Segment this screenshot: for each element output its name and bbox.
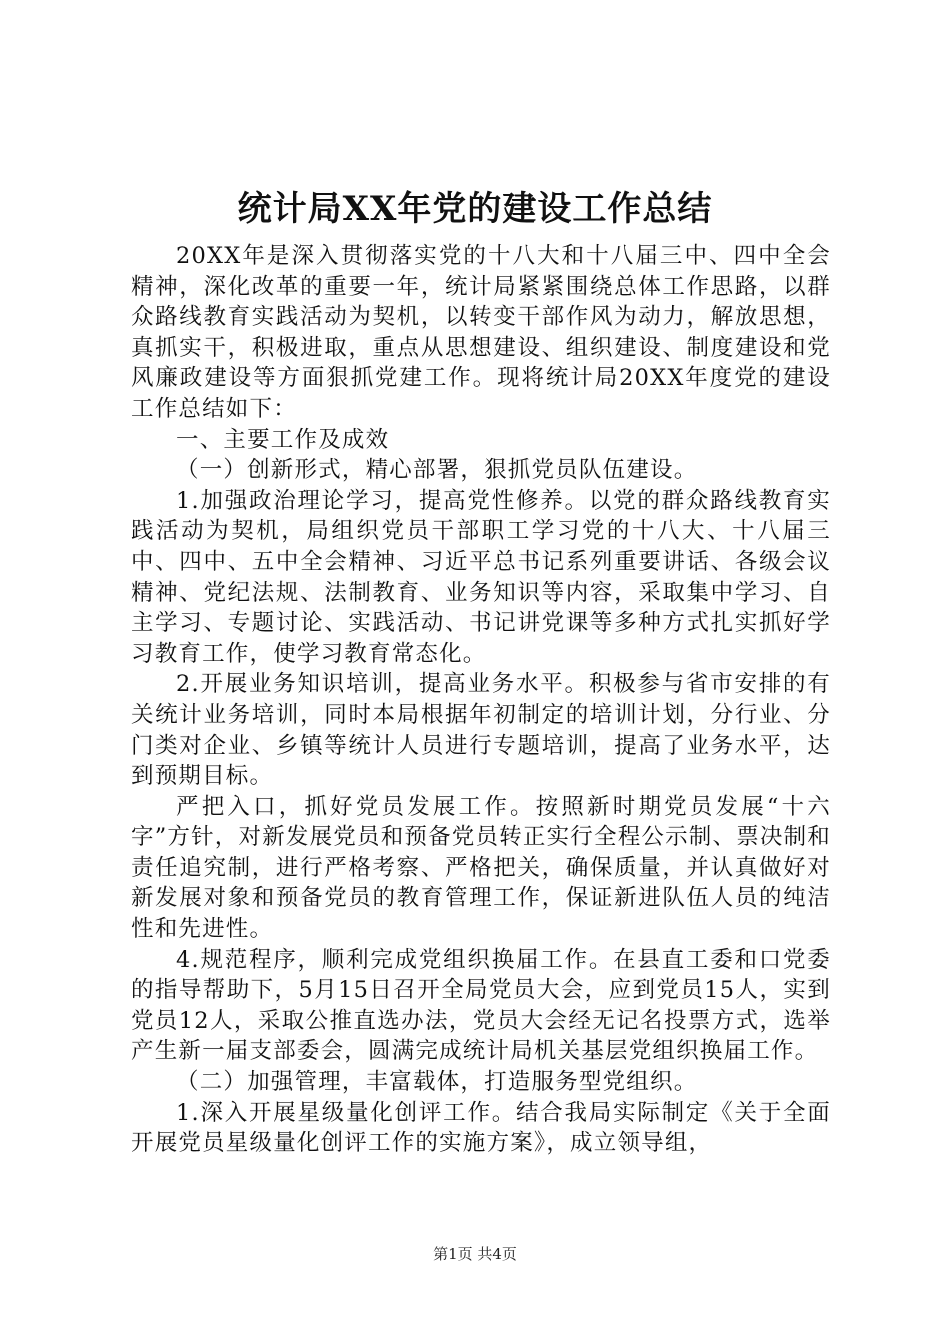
subsection-heading-2: （二）加强管理，丰富载体，打造服务型党组织。	[176, 1069, 698, 1096]
section-heading-main-work: 一、主要工作及成效	[176, 426, 390, 453]
document-body	[131, 241, 831, 1159]
paragraph-intro: 20XX年是深入贯彻落实党的十八大和十八届三中、四中全会精神，深化改革的重要一年，统计局紧紧围绕总体工作思路，以群众路线教育实践活动为契机，以转变干部作风为动力，解放思想，真抓实干，积极进取，重点从思想建设、组织建设、制度建设和党风廉政建设等方面狠抓党建工作。现将统计局20XX年度党的建设工作总结如下：	[131, 243, 831, 422]
subsection-heading-1: （一）创新形式，精心部署，狠抓党员队伍建设。	[176, 457, 698, 484]
paragraph-item-1: 1.加强政治理论学习，提高党性修养。以党的群众路线教育实践活动为契机，局组织党员干部职工学习党的十八大、十八届三中、四中、五中全会精神、习近平总书记系列重要讲话、各级会议精神、党纪法规、法制教育、业务知识等内容，采取集中学习、自主学习、专题讨论、实践活动、书记讲党课等多种方式扎实抓好学习教育工作，使学习教育常态化。	[131, 487, 831, 667]
page-footer: 第1页 共4页	[433, 1245, 517, 1263]
document-title: 统计局XX年党的建设工作总结	[237, 189, 713, 229]
paragraph-item-3: 严把入口，抓好党员发展工作。按照新时期党员发展“十六字”方针，对新发展党员和预备党员转正实行全程公示制、票决制和责任追究制，进行严格考察、严格把关，确保质量，并认真做好对新发展对象和预备党员的教育管理工作，保证新进队伍人员的纯洁性和先进性。	[131, 793, 832, 943]
paragraph-item-5: 1.深入开展星级量化创评工作。结合我局实际制定《关于全面开展党员星级量化创评工作的实施方案》，成立领导组，	[131, 1099, 831, 1157]
paragraph-item-4: 4.规范程序，顺利完成党组织换届工作。在县直工委和口党委的指导帮助下，5月15日召开全局党员大会，应到党员15人，实到党员12人，采取公推直选办法，党员大会经无记名投票方式，选举产生新一届支部委会，圆满完成统计局机关基层党组织换届工作。	[131, 946, 831, 1065]
paragraph-item-2: 2.开展业务知识培训，提高业务水平。积极参与省市安排的有关统计业务培训，同时本局根据年初制定的培训计划，分行业、分门类对企业、乡镇等统计人员进行专题培训，提高了业务水平，达到预期目标。	[131, 671, 831, 790]
